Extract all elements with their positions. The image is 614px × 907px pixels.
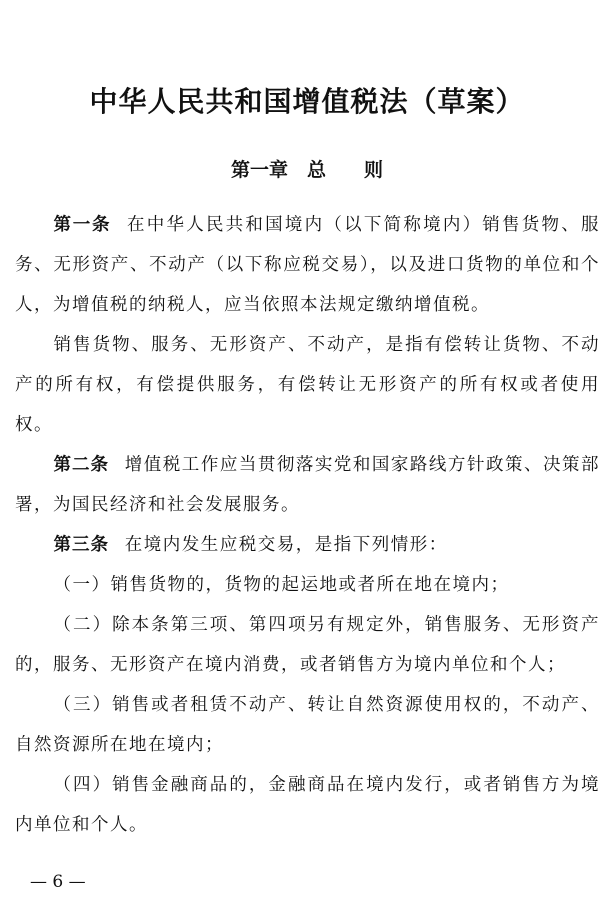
- article-3-item-1: [15, 565, 600, 605]
- document-body: [15, 205, 600, 845]
- paragraph-text: 销售货物、服务、无形资产、不动产，是指有偿转让货物、不动产的所有权，有偿提供服务，有偿转让无形资产的所有权或者使用权。: [15, 335, 600, 435]
- document-title: 中华人民共和国增值税法（草案）: [89, 85, 525, 118]
- paragraph-text: 在境内发生应税交易，是指下列情形：: [124, 535, 448, 555]
- paragraph-text: （三）销售或者租赁不动产、转让自然资源使用权的，不动产、自然资源所在地在境内；: [15, 695, 600, 755]
- article-3-paragraph: [15, 525, 600, 565]
- paragraph-text: 增值税工作应当贯彻落实党和国家路线方针政策、决策部署，为国民经济和社会发展服务。: [15, 455, 601, 515]
- article-2-paragraph: [15, 445, 600, 525]
- article-label: 第三条: [53, 535, 109, 555]
- article-3-item-4: [15, 765, 600, 845]
- article-3-item-2: [15, 605, 600, 685]
- paragraph-text: 在中华人民共和国境内（以下简称境内）销售货物、服务、无形资产、不动产（以下称应税交易），以及进口货物的单位和个人，为增值税的纳税人，应当依照本法规定缴纳增值税。: [15, 215, 601, 315]
- paragraph-text: （四）销售金融商品的，金融商品在境内发行，或者销售方为境内单位和个人。: [15, 775, 600, 835]
- article-1-paragraph: [15, 205, 600, 325]
- paragraph-text: （二）除本条第三项、第四项另有规定外，销售服务、无形资产的，服务、无形资产在境内消费，或者销售方为境内单位和个人；: [15, 615, 600, 675]
- article-3-item-3: [15, 685, 600, 765]
- chapter-heading: 第一章 总 则: [230, 159, 383, 181]
- article-1-paragraph-2: [15, 325, 600, 445]
- article-label: 第一条: [53, 215, 112, 235]
- paragraph-text: （一）销售货物的，货物的起运地或者所在地在境内；: [53, 575, 510, 595]
- article-label: 第二条: [53, 455, 110, 475]
- page-number: — 6 —: [30, 872, 86, 892]
